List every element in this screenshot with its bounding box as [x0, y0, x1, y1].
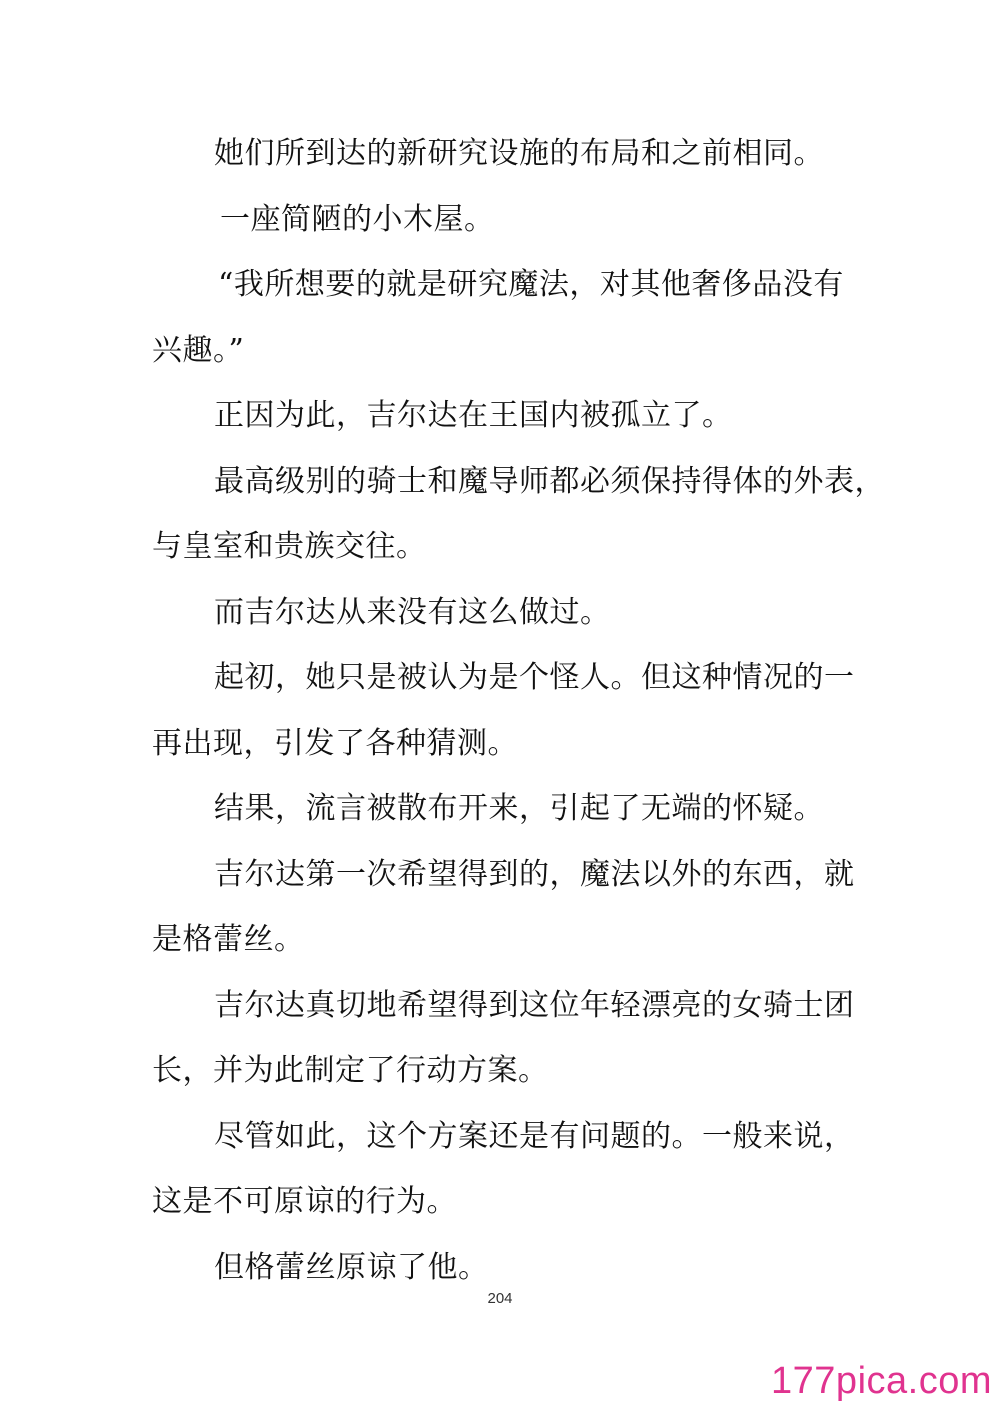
text-line: 正因为此，吉尔达在王国内被孤立了。	[214, 398, 733, 433]
text-line: 这是不可原谅的行为。	[152, 1184, 457, 1219]
text-line: 而吉尔达从来没有这么做过。	[214, 594, 611, 630]
text-line: 起初，她只是被认为是个怪人。但这种情况的一	[214, 660, 855, 695]
text-line: 兴趣。”	[152, 332, 245, 368]
body-text	[152, 128, 885, 1307]
text-line: 最高级别的骑士和魔导师都必须保持得体的外表，	[214, 463, 885, 499]
watermark-link[interactable]: 177pica.com	[771, 1360, 992, 1402]
text-line: 她们所到达的新研究设施的布局和之前相同。	[214, 136, 824, 171]
text-line: 吉尔达真切地希望得到这位年轻漂亮的女骑士团	[214, 987, 855, 1023]
text-line: 一座简陋的小木屋。	[220, 201, 495, 237]
text-line: 长，并为此制定了行动方案。	[152, 1053, 549, 1088]
text-line: 再出现，引发了各种猜测。	[152, 725, 518, 761]
text-line: 尽管如此，这个方案还是有问题的。一般来说，	[214, 1118, 855, 1154]
text-line: “我所想要的就是研究魔法，对其他奢侈品没有	[218, 267, 844, 302]
text-line: 与皇室和贵族交往。	[152, 529, 427, 564]
text-line: 但格蕾丝原谅了他。	[214, 1249, 489, 1285]
text-line: 吉尔达第一次希望得到的，魔法以外的东西，就	[214, 856, 855, 892]
text-line: 是格蕾丝。	[152, 922, 305, 957]
page-number: 204	[487, 1290, 513, 1307]
text-line: 结果，流言被散布开来，引起了无端的怀疑。	[214, 791, 824, 826]
